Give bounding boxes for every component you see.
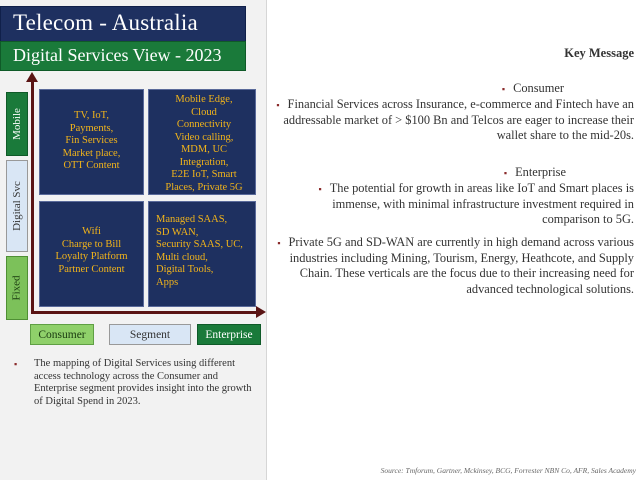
left-note-text: The mapping of Digital Services using different access technology across the Consumer and Enterprise segment provides insight into the growth of Digital Spend in 2023. <box>34 358 252 407</box>
x-label-enterprise: Enterprise <box>197 324 261 345</box>
square-bullet-icon: ▪ <box>503 168 508 178</box>
square-bullet-icon: ▪ <box>276 100 280 110</box>
quadrant-text: Mobile Edge, Cloud Connectivity Video calling, MDM, UC Integration, E2E IoT, Smart Places, Private 5G <box>165 94 243 193</box>
key-message-title: Key Message <box>564 46 634 60</box>
x-label-segment: Segment <box>109 324 191 345</box>
page-subtitle: Digital Services View - 2023 <box>13 45 222 65</box>
square-bullet-icon: ▪ <box>277 238 281 248</box>
left-panel <box>0 0 267 480</box>
quadrant-text: Wifi Charge to Bill Loyalty Platform Partner Content <box>55 226 128 275</box>
x-label-consumer: Consumer <box>30 324 94 345</box>
quadrant-fixed-consumer <box>39 201 144 307</box>
subtitle-banner <box>0 41 246 71</box>
consumer-paragraph: ▪ Financial Services across Insurance, e-commerce and Fintech have an addressable market of > $100 Bn and Telcos are eager to increase their wallet share to the mid-20s. <box>276 97 634 143</box>
left-note <box>14 358 254 408</box>
quadrant-mobile-enterprise <box>148 89 256 195</box>
y-label-mobile: Mobile <box>6 92 28 156</box>
quadrant-mobile-consumer <box>39 89 144 195</box>
enterprise-paragraph-1: ▪ The potential for growth in areas like IoT and Smart places is immense, with minimal infrastructure investment required in comparison to 5G. <box>318 181 634 227</box>
square-bullet-icon: ▪ <box>501 84 506 94</box>
y-label-digital-svc: Digital Svc <box>6 160 28 252</box>
enterprise-heading: ▪ Enterprise <box>503 165 566 179</box>
consumer-heading: ▪ Consumer <box>501 81 564 95</box>
square-bullet-icon: ▪ <box>318 184 322 194</box>
title-banner <box>0 6 246 42</box>
quadrant-fixed-enterprise <box>148 201 256 307</box>
square-bullet-icon: ▪ <box>14 359 18 369</box>
horizontal-axis-arrow <box>31 311 257 314</box>
quadrant-text: Managed SAAS, SD WAN, Security SAAS, UC, Multi cloud, Digital Tools, Apps <box>156 214 243 288</box>
page-title: Telecom - Australia <box>13 10 198 35</box>
quadrant-text: TV, IoT, Payments, Fin Services Market place, OTT Content <box>62 110 121 171</box>
source-citation: Source: Tmforum, Gartner, Mckinsey, BCG, Forrester NBN Co, AFR, Sales Academy <box>380 466 636 475</box>
vertical-axis-arrow <box>31 80 34 314</box>
y-label-fixed: Fixed <box>6 256 28 320</box>
enterprise-paragraph-2: ▪ Private 5G and SD-WAN are currently in high demand across various industries including Mining, Tourism, Energy, Heathcote, and Supply Chain. These verticals are the focus due to their increasing need for advanced technological solutions. <box>277 235 634 296</box>
